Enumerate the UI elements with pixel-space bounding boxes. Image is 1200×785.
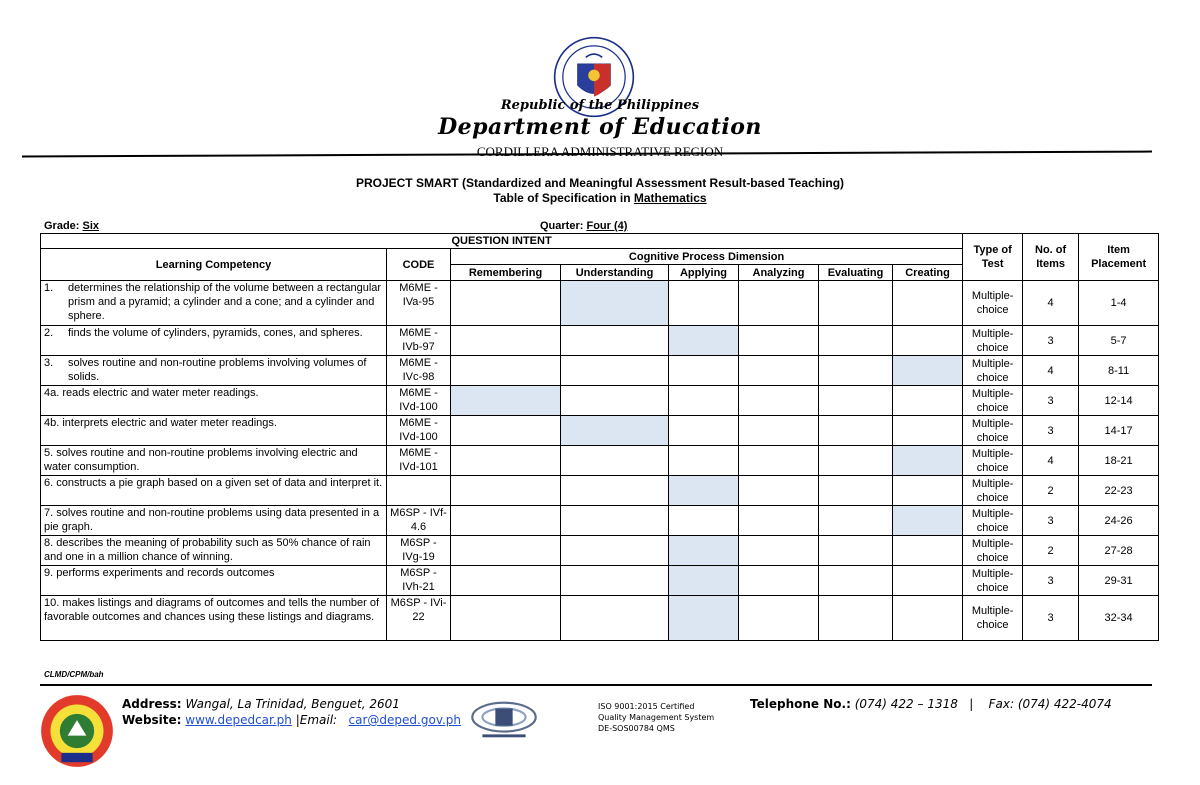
iso-line: Quality Management System (598, 713, 715, 722)
competency-cell: 6. constructs a pie graph based on a given set of data and interpret it. (41, 476, 387, 506)
quarter-label (540, 220, 627, 232)
cognitive-cell (819, 536, 893, 566)
no-of-items-header: No. of Items (1023, 234, 1079, 281)
cognitive-cell (739, 566, 819, 596)
items-count-cell: 3 (1023, 596, 1079, 641)
competency-number: 1. (44, 282, 54, 294)
quarter-label-text: Quarter: (540, 220, 584, 232)
cognitive-cell (669, 536, 739, 566)
subject-text: Mathematics (633, 191, 707, 205)
grade-value: Six (82, 220, 100, 232)
cognitive-cell (451, 326, 561, 356)
cognitive-cell (893, 416, 963, 446)
item-placement-cell: 24-26 (1079, 506, 1159, 536)
item-placement-cell: 27-28 (1079, 536, 1159, 566)
cognitive-cell (819, 446, 893, 476)
competency-text: solves routine and non-routine problems involving volumes of solids. (68, 357, 367, 383)
table-row (41, 326, 1159, 356)
cognitive-cell (451, 536, 561, 566)
type-of-test-header: Type of Test (963, 234, 1023, 281)
cognitive-cell (451, 281, 561, 326)
cognitive-cell (669, 566, 739, 596)
competency-cell: 7. solves routine and non-routine problems using data presented in a pie graph. (41, 506, 387, 536)
address-value: Wangal, La Trinidad, Benguet, 2601 (185, 697, 400, 711)
competency-text: finds the volume of cylinders, pyramids, cones, and spheres. (68, 327, 363, 339)
item-placement-cell: 14-17 (1079, 416, 1159, 446)
items-count-cell: 4 (1023, 281, 1079, 326)
fax-value: Fax: (074) 422-4074 (988, 697, 1112, 711)
cognitive-cell (451, 506, 561, 536)
type-of-test-cell: Multiple-choice (963, 386, 1023, 416)
table-row (41, 446, 1159, 476)
code-cell: M6ME - IVa-95 (387, 281, 451, 326)
items-count-cell: 4 (1023, 446, 1079, 476)
items-count-cell: 2 (1023, 476, 1079, 506)
type-of-test-cell: Multiple-choice (963, 326, 1023, 356)
competency-cell: 5. solves routine and non-routine problems involving electric and water consumption. (41, 446, 387, 476)
table-row (41, 386, 1159, 416)
region-text: CORDILLERA ADMINISTRATIVE REGION (476, 144, 724, 159)
cognitive-cell (669, 281, 739, 326)
email-label: Email: (299, 713, 338, 727)
code-cell: M6ME - IVd-100 (387, 386, 451, 416)
code-header: CODE (387, 249, 451, 281)
type-of-test-cell: Multiple-choice (963, 596, 1023, 641)
cognitive-cell (561, 566, 669, 596)
cognitive-cell (819, 356, 893, 386)
table-row (41, 356, 1159, 386)
cognitive-cell (451, 416, 561, 446)
type-of-test-cell: Multiple-choice (963, 476, 1023, 506)
table-row (41, 416, 1159, 446)
cognitive-dimension-header: Cognitive Process Dimension (451, 249, 963, 265)
cognitive-cell (893, 326, 963, 356)
type-of-test-cell: Multiple-choice (963, 416, 1023, 446)
cognitive-cell (819, 476, 893, 506)
cognitive-cell (451, 566, 561, 596)
cognitive-cell (739, 536, 819, 566)
code-cell: M6SP - IVi-22 (387, 596, 451, 641)
competency-cell: 10. makes listings and diagrams of outcomes and tells the number of favorable outcomes and chances using these listings and diagrams. (41, 596, 387, 641)
type-of-test-cell: Multiple-choice (963, 446, 1023, 476)
cognitive-cell (819, 326, 893, 356)
code-cell: M6SP - IVg-19 (387, 536, 451, 566)
code-cell: M6ME - IVc-98 (387, 356, 451, 386)
email-link[interactable]: car@deped.gov.ph (348, 713, 462, 727)
table-row (41, 536, 1159, 566)
qms-logo (468, 698, 540, 742)
cognitive-cell (669, 476, 739, 506)
website-line: Website: www.depedcar.ph |Email: car@deped.gov.ph (122, 713, 462, 727)
cognitive-cell (893, 596, 963, 641)
cognitive-cell (561, 446, 669, 476)
code-cell (387, 476, 451, 506)
table-row (41, 506, 1159, 536)
code-cell: M6ME - IVb-97 (387, 326, 451, 356)
grade-label (44, 220, 99, 232)
tos-title (0, 191, 1200, 205)
cognitive-cell (819, 596, 893, 641)
cognitive-cell (893, 566, 963, 596)
iso-line: DE-SOS00784 QMS (598, 724, 675, 733)
cognitive-cell (739, 506, 819, 536)
address-line (122, 697, 400, 711)
cognitive-cell (669, 416, 739, 446)
cognitive-cell (739, 281, 819, 326)
department-text: Department of Education (438, 114, 762, 140)
cognitive-cell (451, 476, 561, 506)
type-of-test-cell: Multiple-choice (963, 281, 1023, 326)
cognitive-cell (561, 326, 669, 356)
learning-competency-header: Learning Competency (41, 249, 387, 281)
cognitive-cell (561, 386, 669, 416)
cognitive-cell (669, 506, 739, 536)
item-placement-cell: 32-34 (1079, 596, 1159, 641)
items-count-cell: 3 (1023, 566, 1079, 596)
cognitive-cell (561, 356, 669, 386)
telephone-value: (074) 422 – 1318 (854, 697, 958, 711)
code-cell: M6ME - IVd-100 (387, 416, 451, 446)
item-placement-cell: 5-7 (1079, 326, 1159, 356)
telephone-line: Telephone No.: (074) 422 – 1318 | Fax: (074) 422-4074 (750, 697, 1112, 711)
items-count-cell: 4 (1023, 356, 1079, 386)
type-of-test-cell: Multiple-choice (963, 356, 1023, 386)
table-of-specification (40, 233, 1159, 641)
cognitive-cell (893, 386, 963, 416)
document-code: CLMD/CPM/bah (44, 670, 104, 679)
competency-cell (41, 356, 387, 386)
item-placement-header: Item Placement (1079, 234, 1159, 281)
cognitive-cell (819, 281, 893, 326)
cognitive-cell (451, 386, 561, 416)
cognitive-cell (561, 416, 669, 446)
cognitive-cell (561, 281, 669, 326)
competency-cell: 9. performs experiments and records outcomes (41, 566, 387, 596)
code-cell: M6ME - IVd-101 (387, 446, 451, 476)
cognitive-cell (669, 356, 739, 386)
cognitive-cell (893, 536, 963, 566)
item-placement-cell: 12-14 (1079, 386, 1159, 416)
item-placement-cell: 8-11 (1079, 356, 1159, 386)
cognitive-cell (893, 446, 963, 476)
competency-cell (41, 281, 387, 326)
type-of-test-cell: Multiple-choice (963, 506, 1023, 536)
level-header-remembering: Remembering (451, 265, 561, 281)
cognitive-cell (893, 281, 963, 326)
cognitive-cell (669, 446, 739, 476)
cognitive-cell (739, 596, 819, 641)
table-row (41, 566, 1159, 596)
cognitive-cell (893, 506, 963, 536)
items-count-cell: 3 (1023, 326, 1079, 356)
table-row (41, 596, 1159, 641)
quarter-value: Four (4) (586, 220, 628, 232)
level-header-creating: Creating (893, 265, 963, 281)
type-of-test-cell: Multiple-choice (963, 536, 1023, 566)
cognitive-cell (739, 386, 819, 416)
level-header-evaluating: Evaluating (819, 265, 893, 281)
cognitive-cell (893, 356, 963, 386)
address-label: Address: (122, 697, 182, 711)
cognitive-cell (451, 596, 561, 641)
table-row (41, 281, 1159, 326)
cognitive-cell (819, 416, 893, 446)
cognitive-cell (561, 476, 669, 506)
competency-cell: 8. describes the meaning of probability such as 50% chance of rain and one in a million chance of winning. (41, 536, 387, 566)
competency-number: 2. (44, 327, 54, 339)
project-title: PROJECT SMART (Standardized and Meaningful Assessment Result-based Teaching) (355, 176, 845, 190)
iso-line: ISO 9001:2015 Certified (598, 702, 695, 711)
competency-text: determines the relationship of the volume between a rectangular prism and a pyramid; a cylinder and a cone; and a cylinder and sphere. (68, 282, 382, 322)
cognitive-cell (669, 326, 739, 356)
cognitive-cell (561, 536, 669, 566)
grade-label-text: Grade: (44, 220, 80, 232)
cognitive-cell (451, 356, 561, 386)
competency-cell: 4b. interprets electric and water meter readings. (41, 416, 387, 446)
table-row (41, 476, 1159, 506)
cognitive-cell (561, 506, 669, 536)
footer-divider (40, 684, 1152, 686)
cognitive-cell (739, 326, 819, 356)
item-placement-cell: 29-31 (1079, 566, 1159, 596)
type-of-test-cell: Multiple-choice (963, 566, 1023, 596)
item-placement-cell: 18-21 (1079, 446, 1159, 476)
question-intent-header: QUESTION INTENT (41, 234, 963, 249)
iso-certification (598, 701, 714, 734)
items-count-cell: 3 (1023, 416, 1079, 446)
cognitive-cell (739, 356, 819, 386)
code-cell: M6SP - IVh-21 (387, 566, 451, 596)
region-logo (38, 692, 116, 770)
cognitive-cell (561, 596, 669, 641)
level-header-analyzing: Analyzing (739, 265, 819, 281)
competency-number: 3. (44, 357, 54, 369)
items-count-cell: 3 (1023, 386, 1079, 416)
tos-title-prefix: Table of Specification in (493, 191, 634, 205)
code-cell: M6SP - IVf-4.6 (387, 506, 451, 536)
cognitive-cell (893, 476, 963, 506)
items-count-cell: 2 (1023, 536, 1079, 566)
cognitive-cell (819, 566, 893, 596)
cognitive-cell (739, 446, 819, 476)
cognitive-cell (739, 476, 819, 506)
cognitive-cell (669, 596, 739, 641)
website-link[interactable]: www.depedcar.ph (185, 713, 292, 727)
cognitive-cell (669, 386, 739, 416)
republic-text: Republic of the Philippines (500, 98, 700, 113)
item-placement-cell: 1-4 (1079, 281, 1159, 326)
item-placement-cell: 22-23 (1079, 476, 1159, 506)
competency-cell: 4a. reads electric and water meter readings. (41, 386, 387, 416)
website-label: Website: (122, 713, 182, 727)
competency-cell (41, 326, 387, 356)
cognitive-cell (819, 386, 893, 416)
telephone-label: Telephone No.: (750, 697, 851, 711)
cognitive-cell (451, 446, 561, 476)
cognitive-cell (819, 506, 893, 536)
level-header-understanding: Understanding (561, 265, 669, 281)
level-header-applying: Applying (669, 265, 739, 281)
cognitive-cell (739, 416, 819, 446)
items-count-cell: 3 (1023, 506, 1079, 536)
